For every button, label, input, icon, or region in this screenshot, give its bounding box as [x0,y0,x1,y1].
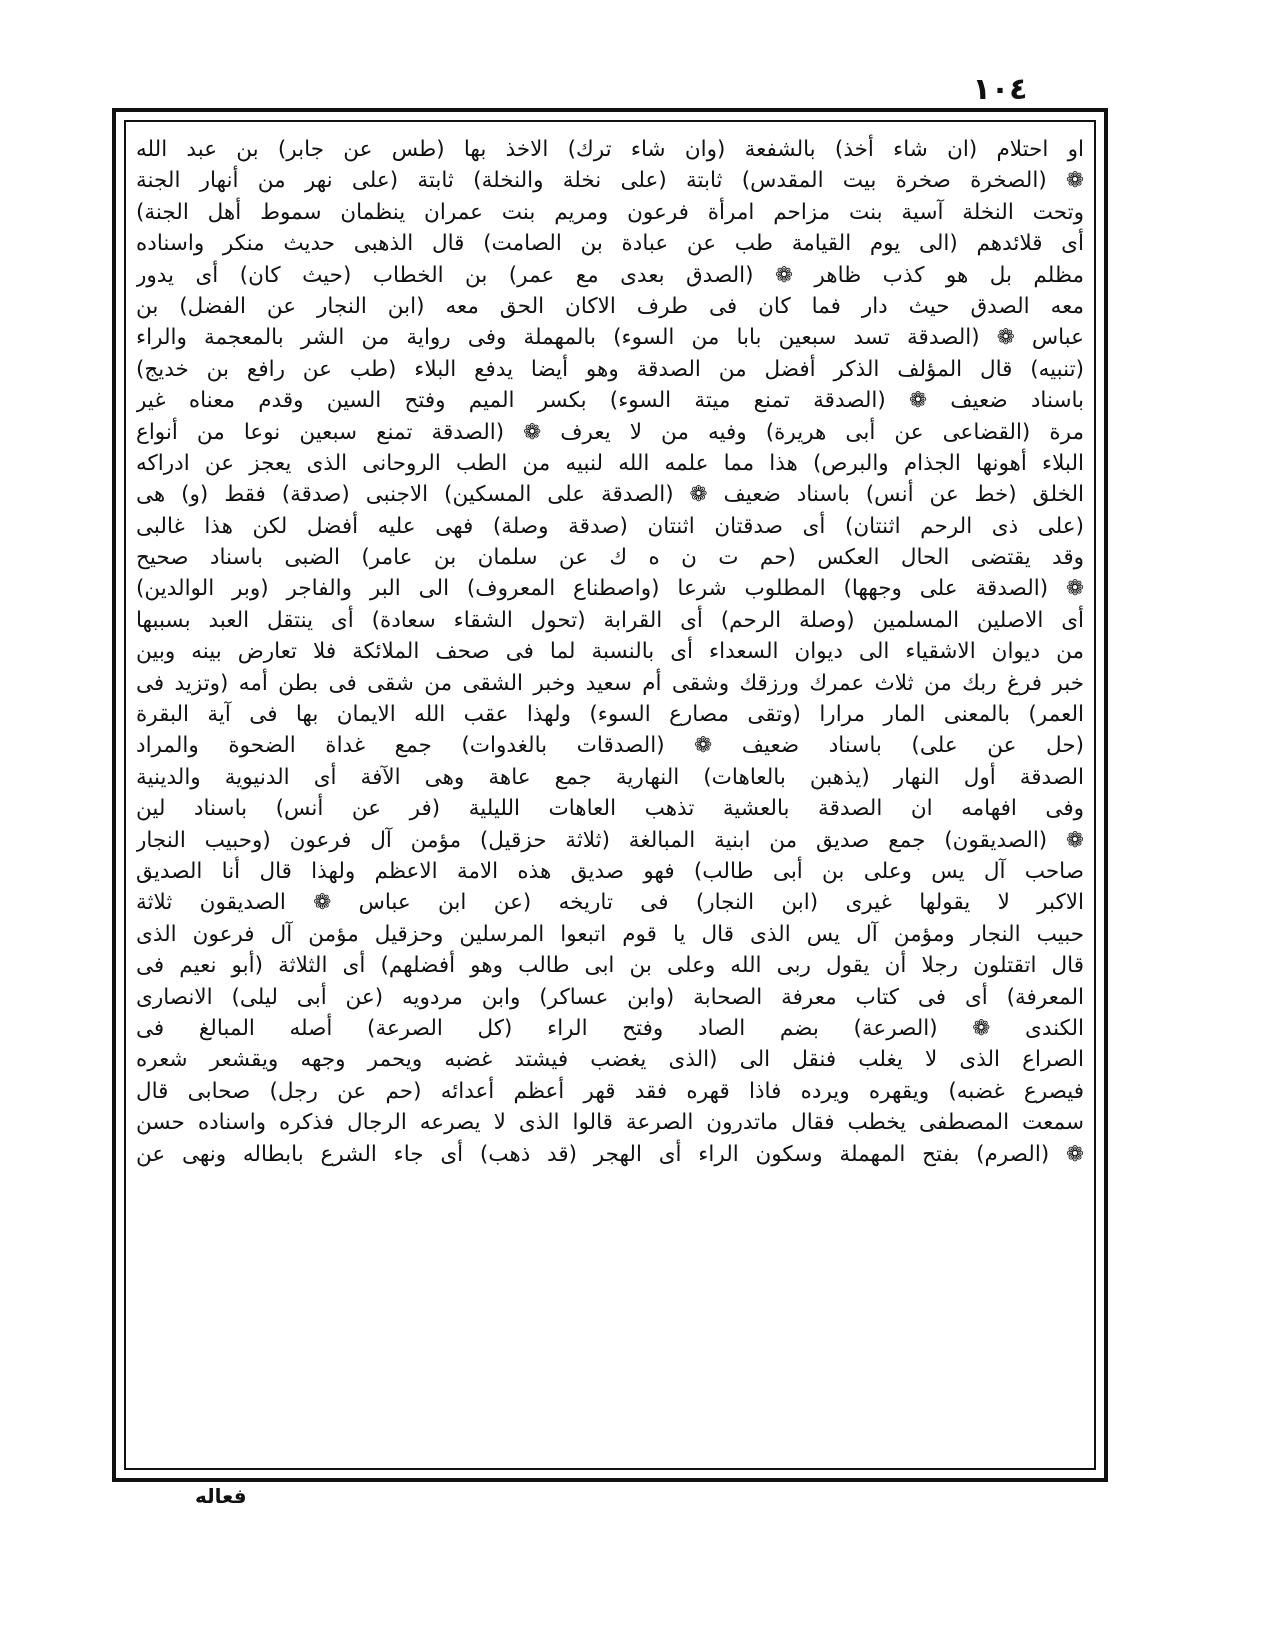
text-line: مظلم بل هو كذب ظاهر ❁ (الصدق بعدى مع عمر) بن الخطاب (حيث كان) أى يدور [136,262,1084,288]
text-line: معه الصدق حيث دار فما كان فى طرف الاكان الحق معه (ابن النجار عن الفضل) بن [136,293,1084,319]
text-line: وتحت النخلة آسية بنت مزاحم امرأة فرعون ومريم بنت عمران ينظمان سموط أهل الجنة) [136,199,1084,225]
text-line: ❁ (الصرم) بفتح المهملة وسكون الراء أى الهجر (قد ذهب) أى جاء الشرع بابطاله ونهى عن [136,1141,1084,1167]
text-line: عباس ❁ (الصدقة تسد سبعين بابا من السوء) بالمهملة وفى رواية من الشر بالمعجمة والراء [136,325,1084,351]
text-line: صاحب آل يس وعلى بن أبى طالب) فهو صديق هذه الامة الاعظم ولهذا قال أنا الصديق [136,858,1084,884]
text-line: وقد يقتضى الحال العكس (حم ت ن ه ك عن سلمان بن عامر) الضبى باسناد صحيح [136,545,1084,571]
text-line: العمر) بالمعنى المار مرارا (وتقى مصارع السوء) ولهذا عقب الله الايمان بها فى آية البقرة [136,702,1084,728]
text-line: مرة (القضاعى عن أبى هريرة) وفيه من لا يعرف ❁ (الصدقة تمنع سبعين نوعا من أنواع [136,419,1084,445]
text-line: فيصرع غضبه) ويقهره ويرده فاذا قهره فقد قهر أعظم أعدائه (حم عن رجل) صحابى قال [136,1078,1084,1104]
text-line: من ديوان الاشقياء الى ديوان السعداء أى بالنسبة لما فى صحف الملائكة فلا تعارض بينه وبين [136,639,1084,665]
text-line: (على ذى الرحم اثنتان) أى صدقتان اثنتان (صدقة وصلة) فهى عليه أفضل لكن هذا غالبى [136,513,1084,539]
text-line: وفى افهامه ان الصدقة بالعشية تذهب العاهات الليلية (فر عن أنس) باسناد لين [136,796,1084,822]
text-line: المعرفة) أى فى كتاب معرفة الصحابة (وابن عساكر) وابن مردويه (عن أبى ليلى) الانصارى [136,984,1084,1010]
page-number: ١٠٤ [972,72,1028,107]
text-line: حبيب النجار ومؤمن آل يس الذى قال يا قوم اتبعوا المرسلين وحزقيل مؤمن آل فرعون الذى [136,921,1084,947]
text-line: باسناد ضعيف ❁ (الصدقة تمنع ميتة السوء) بكسر الميم وفتح السين وقدم معناه غير [136,388,1084,414]
text-line: الصراع الذى لا يغلب فنقل الى (الذى يغضب فيشتد غضبه ويحمر وجهه ويقشعر شعره [136,1047,1084,1073]
text-line: قال اتقتلون رجلا أن يقول ربى الله وعلى بن ابى طالب وهو أفضلهم) أى الثلاثة (أبو نعيم فى [136,953,1084,979]
text-line: (حل عن على) باسناد ضعيف ❁ (الصدقات بالغدوات) جمع غداة الضحوة والمراد [136,733,1084,759]
text-line: الاكبر لا يقولها غيرى (ابن النجار) فى تاريخه (عن ابن عباس ❁ الصديقون ثلاثة [136,890,1084,916]
text-line: (تنبيه) قال المؤلف الذكر أفضل من الصدقة وهو أيضا يدفع البلاء (طب عن رافع بن خديج) [136,356,1084,382]
catchword: فعاله [195,1484,247,1508]
text-line: ❁ (الصديقون) جمع صديق من ابنية المبالغة (ثلاثة حزقيل) مؤمن آل فرعون (وحبيب النجار [136,827,1084,853]
text-line: او احتلام (ان شاء أخذ) بالشفعة (وان شاء ترك) الاخذ بها (طس عن جابر) بن عبد الله [136,137,1084,162]
text-line: الصدقة أول النهار (يذهبن بالعاهات) النهارية جمع عاهة وهى الآفة أى الدنيوية والدينية [136,764,1084,790]
text-line: أى قلائدهم (الى يوم القيامة طب عن عبادة بن الصامت) قال الذهبى حديث منكر واسناده [136,231,1084,257]
text-line: خبر فرغ ربك من ثلاث عمرك ورزقك وشقى أم سعيد وخبر الشقى من شقى فى بطن أمه (وتزيد فى [136,670,1084,696]
text-line: الكندى ❁ (الصرعة) بضم الصاد وفتح الراء (كل الصرعة) أصله المبالغ فى [136,1015,1084,1041]
text-line: أى الاصلين المسلمين (وصلة الرحم) أى القرابة (تحول الشقاء سعادة) أى ينتقل العبد بسببها [136,607,1084,633]
text-line: سمعت المصطفى يخطب فقال ماتدرون الصرعة قالوا الذى لا يصرعه الرجال فذكره واسناده حسن [136,1110,1084,1136]
text-line: ❁ (الصخرة صخرة بيت المقدس) ثابتة (على نخلة والنخلة) ثابتة (على نهر من أنهار الجنة [136,168,1084,194]
text-line: الخلق (خط عن أنس) باسناد ضعيف ❁ (الصدقة على المسكين) الاجنبى (صدقة) فقط (و) هى [136,482,1084,508]
body-text [136,134,1084,1464]
text-line: البلاء أهونها الجذام والبرص) هذا مما علمه الله لنبيه من الطب الروحانى الذى يعجز عن ادراكه [136,450,1084,476]
text-line: ❁ (الصدقة على وجهها) المطلوب شرعا (واصطناع المعروف) الى البر والفاجر (وبر الوالدين) [136,576,1084,602]
